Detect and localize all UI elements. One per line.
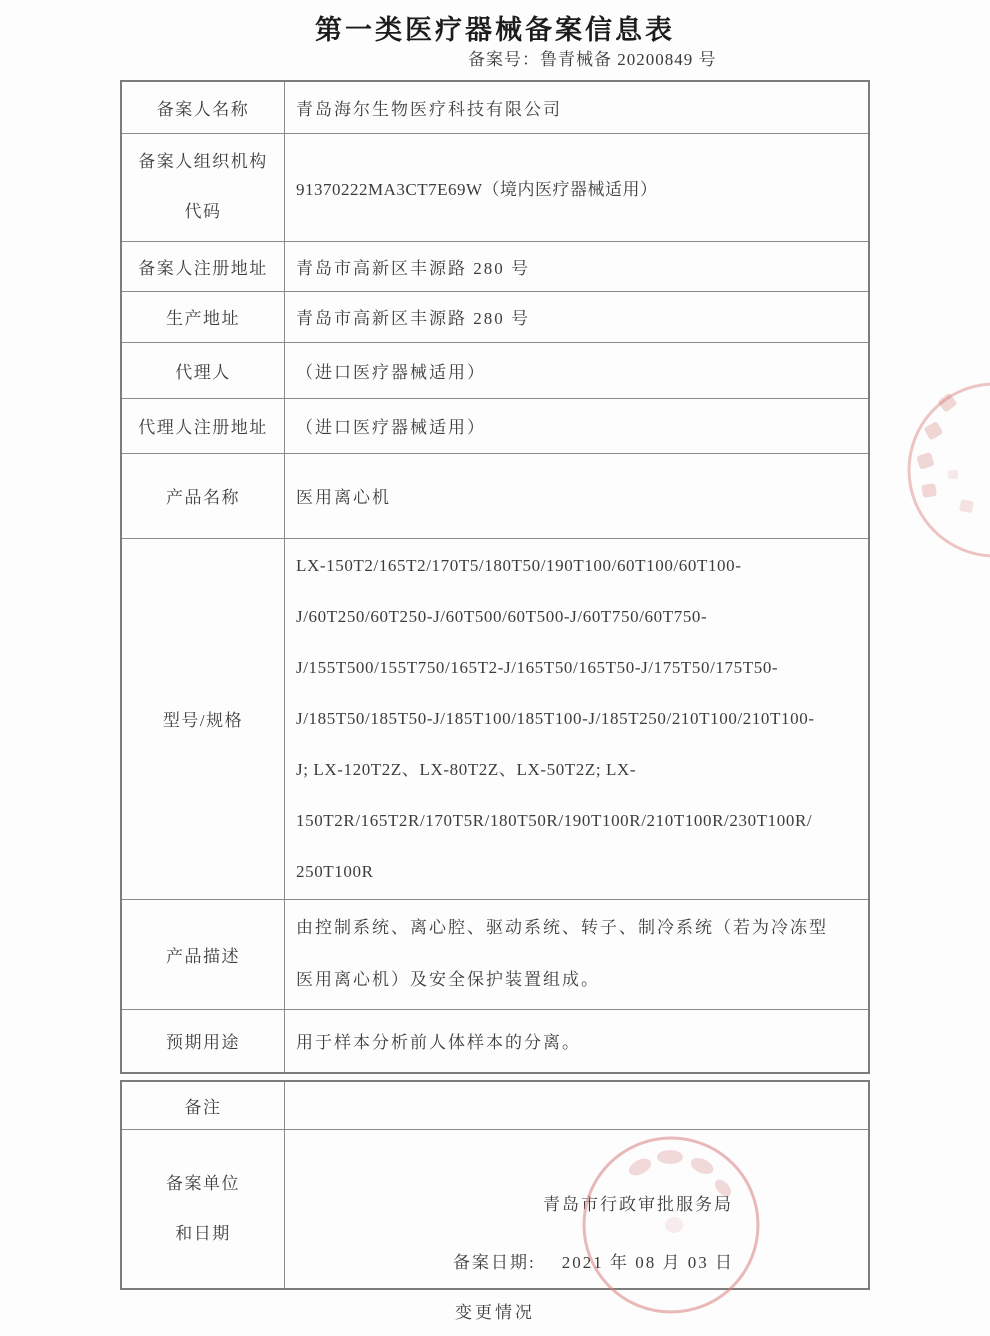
model-line: J/60T250/60T250-J/60T500/60T500-J/60T750/60T750- [296, 607, 708, 626]
model-line: J; LX-120T2Z、LX-80T2Z、LX-50T2Z; LX- [296, 760, 637, 779]
filing-authority: 青岛市行政审批服务局 [543, 1194, 733, 1214]
table-row-remark [121, 1081, 869, 1129]
row-label: 产品名称 [121, 453, 285, 538]
description-line: 医用离心机）及安全保护装置组成。 [296, 970, 600, 989]
table-row-registrant-name [121, 81, 869, 133]
table-row-production-address [121, 291, 869, 342]
description-line: 由控制系统、离心腔、驱动系统、转子、制冷系统（若为冷冻型 [296, 918, 828, 937]
table-row-product-name [121, 453, 869, 538]
record-number-label: 备案号： [468, 50, 540, 69]
row-value: 青岛市高新区丰源路 280 号 [285, 241, 870, 291]
row-label: 型号/规格 [121, 538, 285, 899]
record-number [468, 45, 717, 70]
row-label: 代理人注册地址 [121, 398, 285, 453]
row-value [285, 899, 870, 1009]
table-row-model-spec [121, 538, 869, 899]
table-row-intended-use [121, 1009, 869, 1073]
row-label: 代理人 [121, 342, 285, 398]
table-row-org-code [121, 133, 869, 241]
row-label: 产品描述 [121, 899, 285, 1009]
row-label: 备案人名称 [121, 81, 285, 133]
row-value [285, 538, 870, 899]
table-row-agent [121, 342, 869, 398]
page-title: 第一类医疗器械备案信息表 [315, 15, 675, 45]
row-value [285, 1081, 870, 1129]
filing-date-label: 备案日期: [453, 1252, 536, 1272]
record-number-value: 鲁青械备 20200849 号 [540, 50, 717, 69]
filing-unit-label-line2: 和日期 [175, 1223, 231, 1243]
row-value: （进口医疗器械适用） [285, 342, 870, 398]
org-code-label-line1: 备案人组织机构 [138, 152, 268, 171]
row-value: 医用离心机 [285, 453, 870, 538]
remark-filing-table [120, 1080, 870, 1290]
filing-date-value: 2021 年 08 月 03 日 [561, 1252, 734, 1272]
row-value: （进口医疗器械适用） [285, 398, 870, 453]
table-row-agent-address [121, 398, 869, 453]
row-value: 青岛市高新区丰源路 280 号 [285, 291, 870, 342]
row-label: 预期用途 [121, 1009, 285, 1073]
row-value: 青岛海尔生物医疗科技有限公司 [285, 81, 870, 133]
org-code-label-line2: 代码 [184, 202, 222, 221]
row-value [285, 1129, 870, 1289]
row-label: 生产地址 [121, 291, 285, 342]
row-label: 备案人注册地址 [121, 241, 285, 291]
model-line: J/185T50/185T50-J/185T100/185T100-J/185T250/210T100/210T100- [296, 709, 815, 728]
model-line: J/155T500/155T750/165T2-J/165T50/165T50-J/175T50/175T50- [296, 658, 779, 677]
filing-info-table [120, 80, 870, 1074]
row-value: 91370222MA3CT7E69W（境内医疗器械适用） [285, 133, 870, 241]
row-label [121, 1129, 285, 1289]
row-label: 备注 [121, 1081, 285, 1129]
row-label [121, 133, 285, 241]
red-seal-right-edge-icon [888, 362, 990, 578]
model-line: LX-150T2/165T2/170T5/180T50/190T100/60T100/60T100- [296, 556, 742, 575]
model-line: 150T2R/165T2R/170T5R/180T50R/190T100R/210T100R/230T100R/ [296, 811, 813, 830]
table-row-product-description [121, 899, 869, 1009]
filing-unit-label-line1: 备案单位 [166, 1173, 240, 1193]
model-line: 250T100R [296, 862, 374, 881]
table-row-filing-unit-date [121, 1129, 869, 1289]
filing-date-line [453, 1248, 734, 1273]
table-row-registrant-address [121, 241, 869, 291]
row-value: 用于样本分析前人体样本的分离。 [285, 1009, 870, 1073]
change-status-caption: 变更情况 [455, 1303, 535, 1322]
